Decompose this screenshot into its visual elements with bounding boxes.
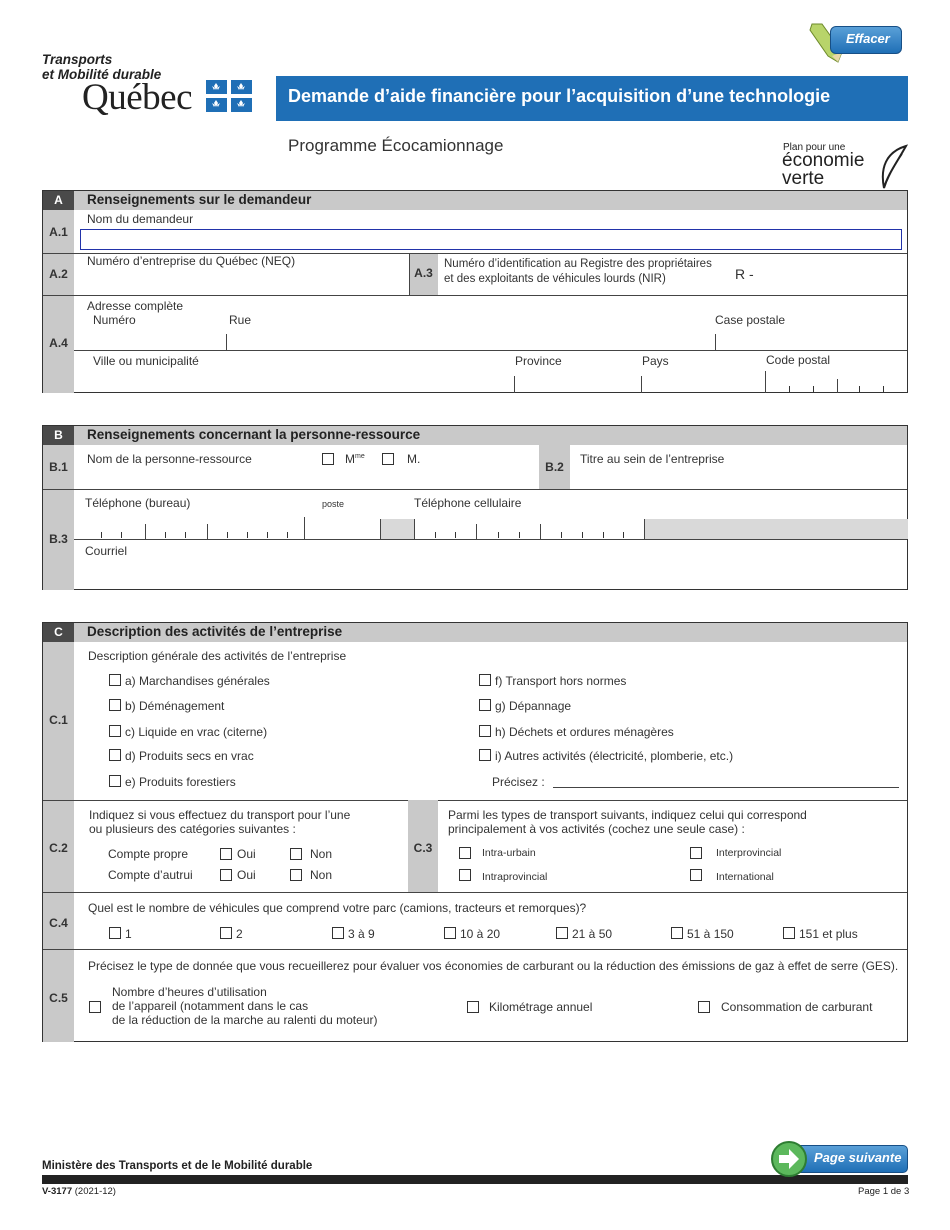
ministry-logo: [42, 52, 272, 122]
a4-field-label: Adresse complète: [87, 299, 184, 313]
section-c-title: Description des activités de l’entreprise: [87, 624, 343, 639]
compte-autrui-oui-label: Oui: [237, 868, 256, 882]
mme-label: $M^{me}$: [345, 452, 365, 466]
fleet-51-150-label: 51 à 150: [687, 927, 734, 941]
activity-f-label: f) Transport hors normes: [495, 674, 627, 688]
c4-field-label: Quel est le nombre de véhicules que comprend votre parc (camions, tracteurs et remorques)?: [88, 901, 587, 915]
ministry-line2: et Mobilité durable: [42, 67, 162, 82]
a3-field-label-2: et des exploitants de véhicules lourds (NIR): [444, 273, 666, 285]
fleet-51-150-checkbox[interactable]: [671, 927, 683, 939]
footer-ministry: Ministère des Transports et de le Mobilité durable: [42, 1160, 313, 1172]
precisez-label: Précisez :: [492, 775, 545, 789]
activity-a-checkbox[interactable]: [109, 674, 121, 686]
activity-b-checkbox[interactable]: [109, 699, 121, 711]
b1-field-label: Nom de la personne-ressource: [87, 452, 252, 466]
plan-big-text-2: verte: [782, 168, 825, 189]
numero-input[interactable]: [83, 331, 225, 351]
province-label: Province: [515, 354, 562, 368]
fleet-3-9-label: 3 à 9: [348, 927, 375, 941]
plan-big-text-1: économie: [782, 150, 865, 171]
tel-cell-label: Téléphone cellulaire: [414, 496, 522, 510]
c5-hours-label-3: de la réduction de la marche au ralenti du moteur): [112, 1013, 378, 1027]
c2-field-label-1: Indiquez si vous effectuez du transport pour l’une: [89, 808, 351, 822]
a2-label: A.2: [49, 267, 68, 281]
page-title: Demande d’aide financière pour l’acquisition d’une technologie: [288, 86, 831, 106]
contact-name-input[interactable]: [83, 468, 537, 488]
code-postal-label: Code postal: [766, 353, 831, 367]
a2-field-label: Numéro d’entreprise du Québec (NEQ): [87, 254, 296, 268]
activity-c-checkbox[interactable]: [109, 725, 121, 737]
activity-d-label: d) Produits secs en vrac: [125, 749, 254, 763]
pays-label: Pays: [642, 354, 669, 368]
neq-input[interactable]: [83, 273, 407, 293]
activity-d-checkbox[interactable]: [109, 749, 121, 761]
c5-km-label: Kilométrage annuel: [489, 1000, 593, 1014]
activity-b-label: b) Déménagement: [125, 699, 225, 713]
c4-label: C.4: [49, 916, 68, 930]
international-label: International: [716, 871, 774, 883]
fleet-151-plus-checkbox[interactable]: [783, 927, 795, 939]
c5-hours-label-2: de l’appareil (notamment dans le cas: [112, 999, 309, 1013]
activity-h-label: h) Déchets et ordures ménagères: [495, 725, 674, 739]
rue-label: Rue: [229, 313, 252, 327]
intraprovincial-checkbox[interactable]: [459, 869, 471, 881]
c3-field-label-2: principalement à vos activités (cochez une seule case) :: [448, 822, 745, 836]
next-page-label: Page suivante: [814, 1150, 902, 1165]
c2-field-label-2: ou plusieurs des catégories suivantes :: [89, 822, 296, 836]
tel-cell-input[interactable]: [418, 519, 644, 539]
a1-label: A.1: [49, 225, 68, 239]
rue-input[interactable]: [231, 331, 713, 351]
page-number: Page 1 de 3: [858, 1186, 910, 1197]
province-input[interactable]: [519, 373, 641, 393]
a3-field-label-1: Numéro d’identification au Registre des propriétaires: [444, 258, 712, 270]
intra-urbain-checkbox[interactable]: [459, 847, 471, 859]
section-b: [42, 425, 908, 590]
ville-input[interactable]: [83, 373, 512, 393]
interprovincial-checkbox[interactable]: [690, 847, 702, 859]
a1-field-label: Nom du demandeur: [87, 212, 194, 226]
intraprovincial-label: Intraprovincial: [482, 871, 548, 883]
compte-propre-oui-checkbox[interactable]: [220, 848, 232, 860]
poste-label: poste: [322, 499, 345, 509]
nir-prefix: R -: [735, 266, 754, 282]
applicant-name-input[interactable]: [80, 229, 902, 250]
interprovincial-label: Interprovincial: [716, 847, 782, 859]
c5-field-label: Précisez le type de donnée que vous recueillerez pour évaluer vos économies de carburant ou la réduction des émissions de gaz à effet de serre (GES).: [88, 959, 899, 973]
fleet-10-20-label: 10 à 20: [460, 927, 501, 941]
precisez-input[interactable]: [555, 769, 899, 787]
b3-label: B.3: [49, 532, 68, 546]
numero-label: Numéro: [93, 313, 136, 327]
section-b-title: Renseignements concernant la personne-ressource: [87, 427, 421, 442]
compte-propre-label: Compte propre: [108, 847, 189, 861]
title-input[interactable]: [576, 468, 905, 488]
section-b-letter: B: [43, 426, 74, 445]
quebec-wordmark: Québec: [82, 77, 192, 118]
section-a-letter: A: [43, 191, 74, 210]
c3-label: C.3: [413, 841, 433, 855]
fleet-10-20-checkbox[interactable]: [444, 927, 456, 939]
fleet-21-50-label: 21 à 50: [572, 927, 613, 941]
c5-hours-label-1: Nombre d’heures d’utilisation: [112, 985, 267, 999]
activity-a-label: a) Marchandises générales: [125, 674, 270, 688]
a4-label: A.4: [49, 336, 68, 350]
m-label: M.: [407, 452, 421, 466]
case-postale-input[interactable]: [720, 331, 904, 351]
section-a-title: Renseignements sur le demandeur: [87, 192, 312, 207]
fleet-1-checkbox[interactable]: [109, 927, 121, 939]
fleet-151-plus-label: 151 et plus: [799, 927, 858, 941]
nir-input[interactable]: [758, 269, 902, 289]
activity-i-checkbox[interactable]: [479, 749, 491, 761]
c5-fuel-checkbox[interactable]: [698, 1001, 710, 1013]
compte-propre-non-checkbox[interactable]: [290, 848, 302, 860]
activity-e-checkbox[interactable]: [109, 775, 121, 787]
c3-field-label-1: Parmi les types de transport suivants, indiquez celui qui correspond: [448, 808, 807, 822]
compte-autrui-non-label: Non: [310, 868, 333, 882]
fleet-1-label: 1: [125, 927, 132, 941]
pays-input[interactable]: [646, 373, 764, 393]
c2-label: C.2: [49, 841, 68, 855]
compte-propre-oui-label: Oui: [237, 847, 256, 861]
title-banner: [276, 76, 908, 121]
fleet-2-label: 2: [236, 927, 243, 941]
leaf-icon: [878, 144, 910, 192]
intra-urbain-label: Intra-urbain: [482, 847, 536, 859]
activity-c-label: c) Liquide en vrac (citerne): [125, 725, 268, 739]
international-checkbox[interactable]: [690, 869, 702, 881]
arrow-right-icon: [770, 1140, 808, 1178]
courriel-label: Courriel: [85, 544, 128, 558]
courriel-input[interactable]: [83, 564, 902, 586]
compte-propre-non-label: Non: [310, 847, 333, 861]
activity-f-checkbox[interactable]: [479, 674, 491, 686]
section-a: [42, 190, 908, 393]
plan-small-text: Plan pour une: [783, 142, 846, 153]
section-c: [42, 622, 908, 1042]
next-page-button[interactable]: [770, 1140, 908, 1178]
c5-hours-checkbox[interactable]: [89, 1001, 101, 1013]
fleet-21-50-checkbox[interactable]: [556, 927, 568, 939]
m-checkbox[interactable]: [382, 453, 394, 465]
compte-autrui-label: Compte d’autrui: [108, 868, 193, 882]
b1-label: B.1: [49, 460, 68, 474]
fleet-3-9-checkbox[interactable]: [332, 927, 344, 939]
activity-e-label: e) Produits forestiers: [125, 775, 236, 789]
form-code: V-3177 (2021-12): [42, 1186, 116, 1197]
tel-bureau-input[interactable]: [83, 519, 305, 539]
a3-label: A.3: [414, 266, 433, 280]
c5-fuel-label: Consommation de carburant: [721, 1000, 873, 1014]
c5-km-checkbox[interactable]: [467, 1001, 479, 1013]
compte-autrui-non-checkbox[interactable]: [290, 869, 302, 881]
plan-economie-verte-logo: [782, 142, 912, 192]
activity-g-label: g) Dépannage: [495, 699, 572, 713]
program-name: Programme Écocamionnage: [288, 136, 504, 155]
poste-input[interactable]: [308, 519, 382, 539]
effacer-label: Effacer: [846, 31, 890, 46]
c5-label: C.5: [49, 991, 68, 1005]
ville-label: Ville ou municipalité: [93, 354, 199, 368]
activity-h-checkbox[interactable]: [479, 725, 491, 737]
fleet-2-checkbox[interactable]: [220, 927, 232, 939]
quebec-flag-icon: [206, 80, 252, 112]
case-postale-label: Case postale: [715, 313, 786, 327]
ministry-line1: Transports: [42, 52, 113, 67]
c1-label: C.1: [49, 713, 68, 727]
mme-checkbox[interactable]: [322, 453, 334, 465]
tel-bureau-label: Téléphone (bureau): [85, 496, 191, 510]
b2-field-label: Titre au sein de l’entreprise: [580, 452, 725, 466]
section-c-letter: C: [43, 623, 74, 642]
activity-i-label: i) Autres activités (électricité, plomberie, etc.): [495, 749, 734, 763]
activity-g-checkbox[interactable]: [479, 699, 491, 711]
effacer-button[interactable]: [808, 22, 902, 64]
b2-label: B.2: [545, 460, 564, 474]
c1-field-label: Description générale des activités de l’entreprise: [88, 649, 347, 663]
code-postal-input[interactable]: [770, 373, 904, 393]
compte-autrui-oui-checkbox[interactable]: [220, 869, 232, 881]
